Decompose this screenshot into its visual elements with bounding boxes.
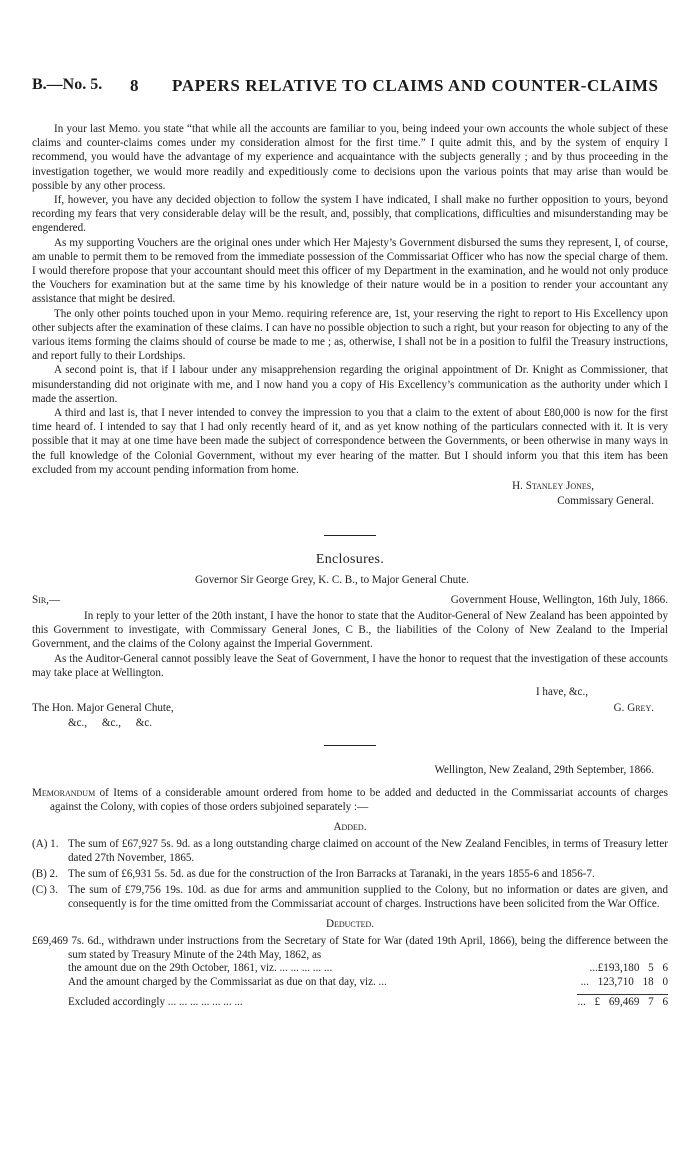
letter-body	[32, 609, 668, 680]
deducted-text: £69,469 7s. 6d., withdrawn under instructions from the Secretary of State for War (dated 19th April, 1866), being the difference between the sum stated by Treasury Minute of the 24th May, 1862, as	[32, 934, 668, 961]
deducted-line-amount: ... 123,710 18 0	[580, 976, 668, 989]
signature-title: Commissary General.	[557, 495, 654, 508]
excluded-amount: ... £ 69,469 7 6	[577, 996, 668, 1009]
memorandum-date: Wellington, New Zealand, 29th September, 1866.	[434, 764, 654, 777]
letter-place-date: Government House, Wellington, 16th July, 1866.	[450, 594, 668, 607]
letter-addressee: The Hon. Major General Chute,	[32, 702, 174, 715]
added-item-label: (B) 2.	[32, 867, 58, 880]
memorandum-intro	[32, 786, 668, 814]
memo-paragraph: A second point is, that if I labour under any misapprehension regarding the original appointment of Dr. Knight as Commissioner, that misunderstanding did not originate with me, and I now hand you a copy of His Excellency’s communication as the authority under which I made the assertion.	[32, 364, 668, 405]
added-heading: Added.	[333, 820, 367, 833]
section-divider	[324, 535, 376, 536]
letter-footer	[32, 702, 668, 716]
enclosures-heading: Enclosures.	[315, 552, 385, 568]
page-header	[32, 76, 668, 100]
memo-paragraph: The only other points touched upon in your Memo. requiring reference are, 1st, your reserving the right to report to His Excellency upon other subjects after the examination of these claims. I can have no possible objection to such a right, but your reason for objecting to any of the various items forming the claims should of course be made to me ; as, otherwise, I shall not be in a position to fulfil the Treasury instructions, and report fully to their Lordships.	[32, 307, 668, 363]
deducted-line	[32, 976, 668, 990]
added-item	[32, 837, 668, 865]
memo-paragraph: As my supporting Vouchers are the original ones under which Her Majesty’s Government disbursed the sums they represent, I, of course, am unable to permit them to be removed from the immediate possession of the Commissariat Officer who has now the special charge of them. I would therefore propose that your accountant should meet this officer of my Department in the examination, and he would not only produce the Vouchers for examination but at the same time by his knowledge of their nature would be in a position to render your accountant any assistance that might be desired.	[32, 236, 668, 306]
letter-addressee-etc: &c., &c., &c.	[68, 717, 153, 730]
added-item	[32, 883, 668, 911]
enclosure-subheading: Governor Sir George Grey, K. C. B., to Major General Chute.	[195, 574, 469, 587]
signature-name: H. Stanley Jones,	[512, 480, 594, 493]
letter-closing: I have, &c.,	[535, 686, 588, 699]
memo-paragraph: If, however, you have any decided objection to follow the system I have indicated, I shall make no further opposition to yours, beyond recording my fears that very considerable delay will be the result, and, possibly, that complications, difficulties and misunderstanding may be engendered.	[32, 194, 668, 235]
added-item-text: The sum of £67,927 5s. 9d. as a long outstanding charge claimed on account of the New Zealand Fencibles, in terms of Treasury letter dated 27th November, 1865.	[68, 837, 668, 864]
letter-header	[32, 594, 668, 609]
memo-paragraph: In your last Memo. you state “that while all the accounts are familiar to you, being indeed your own accounts the whole subject of these claims and counter-claims comes under my consideration almost for the first time.” I quite admit this, and by the system of enquiry I recommend, you would have the advantage of my experience and acquaintance with the subjects generally ; and by thus proceeding in the investigation together, we would more readily and expeditiously come to decisions upon the various points that may arise than would be possible by any other process.	[32, 123, 668, 192]
page-number: 8	[130, 76, 139, 95]
deducted-line-amount: ...£193,180 5 6	[589, 961, 668, 974]
deducted-line-text: the amount due on the 29th October, 1861, viz. ... ... ... ... ...	[68, 961, 333, 974]
added-item-label: (C) 3.	[32, 884, 58, 897]
added-item-text: The sum of £6,931 5s. 5d. as due for the construction of the Iron Barracks at Taranaki, in the years 1855-6 and 1856-7.	[68, 867, 595, 880]
excluded-text: Excluded accordingly ... ... ... ... ... ... ...	[68, 996, 243, 1009]
added-item-text: The sum of £79,756 19s. 10d. as due for arms and ammunition supplied to the Colony, but no information or dates are given, and consequently is for the time omitted from the Commissariat account of charges. Instructions have been solicited from the War Office.	[68, 884, 668, 911]
excluded-total	[32, 996, 668, 1010]
deducted-line-text: And the amount charged by the Commissariat as due on that day, viz. ...	[68, 976, 387, 989]
page-title: PAPERS RELATIVE TO CLAIMS AND COUNTER-CLAIMS	[172, 76, 659, 95]
memorandum-intro-text: of Items of a considerable amount ordered from home to be added and deducted in the Commissariat accounts of charges against the Colony, with copies of those orders subjoined separately :—	[50, 787, 668, 814]
added-item-label: (A) 1.	[32, 837, 59, 850]
letter-paragraph: As the Auditor-General cannot possibly leave the Seat of Government, I have the honor to request that the investigation of these accounts may take place at Wellington.	[32, 652, 668, 679]
section-divider	[324, 745, 376, 746]
doc-number: B.—No. 5.	[32, 76, 103, 93]
memorandum-lead: Memorandum	[32, 787, 96, 800]
deducted-line	[32, 962, 668, 976]
letter-salutation: Sir,—	[32, 594, 61, 607]
letter-paragraph: In reply to your letter of the 20th instant, I have the honor to state that the Auditor-General of New Zealand has been appointed by this Government to investigate, with Commissary General Jones, C B., the liabilities of the Colony of New Zealand to the Imperial Government, and the claims of the Colony against the Imperial Government.	[32, 610, 668, 651]
letter-signed: G. Grey.	[613, 702, 654, 715]
memo-paragraph: A third and last is, that I never intended to convey the impression to you that a claim to the extent of about £80,000 is now for the first time heard of. I intended to say that I had only recently heard of it, and as yet know nothing of the particulars connected with it. It is very possible that it may at one time have been made the subject of correspondence between the Governments, or been otherwise in many ways in the full knowledge of the Colonial Government, without my ever hearing of the matter. But I should inform you that this item has been excluded from my account pending information from home.	[32, 407, 668, 476]
deducted-heading: Deducted.	[325, 917, 375, 930]
memo-body	[32, 122, 668, 477]
added-item	[32, 867, 668, 881]
